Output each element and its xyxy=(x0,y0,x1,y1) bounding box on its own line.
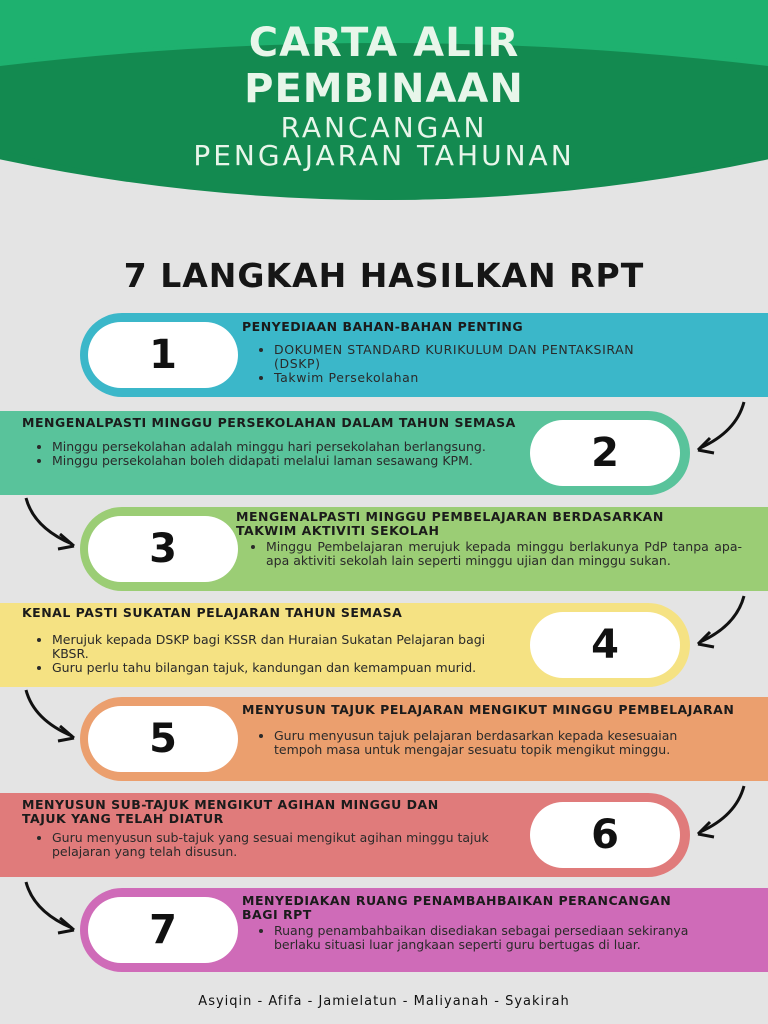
step-bullet: • Minggu persekolahan adalah minggu hari persekolahan berlangsung. xyxy=(52,440,552,454)
step-number-5: 5 xyxy=(88,706,238,772)
step-bullet: • DOKUMEN STANDARD KURIKULUM DAN PENTAKSIRAN (DSKP) xyxy=(274,343,664,371)
step-title-7: MENYEDIAKAN RUANG PENAMBAHBAIKAN PERANCANGAN BAGI RPT xyxy=(242,893,672,922)
header-banner xyxy=(0,0,768,215)
step-number-2: 2 xyxy=(530,420,680,486)
arrow-icon xyxy=(18,686,84,744)
arrow-icon xyxy=(688,592,754,650)
step-title-4: KENAL PASTI SUKATAN PELAJARAN TAHUN SEMASA xyxy=(22,605,403,620)
step-bullets-2 xyxy=(36,440,552,468)
step-title-3: MENGENALPASTI MINGGU PEMBELAJARAN BERDASARKAN TAKWIM AKTIVITI SEKOLAH xyxy=(236,509,664,538)
header-subtitle-line-2: PENGAJARAN TAHUNAN xyxy=(193,139,575,172)
step-number-6: 6 xyxy=(530,802,680,868)
header-title-line-2: PEMBINAAN xyxy=(244,66,524,112)
main-heading: 7 LANGKAH HASILKAN RPT xyxy=(123,256,645,295)
step-title-1: PENYEDIAAN BAHAN-BAHAN PENTING xyxy=(242,319,524,334)
step-bullets-1 xyxy=(258,343,664,385)
step-bullets-5 xyxy=(258,729,714,757)
step-number-4: 4 xyxy=(530,612,680,678)
step-title-6: MENYUSUN SUB-TAJUK MENGIKUT AGIHAN MINGGU DAN TAJUK YANG TELAH DIATUR xyxy=(22,797,439,826)
step-number-7: 7 xyxy=(88,897,238,963)
arrow-icon xyxy=(688,398,754,456)
step-bullet: • Minggu Pembelajaran merujuk kepada minggu berlakunya PdP tanpa apa-apa aktiviti sekolah lain seperti minggu ujian dan minggu sukan. xyxy=(266,540,742,568)
arrow-icon xyxy=(18,494,84,552)
arrow-icon xyxy=(18,878,84,936)
header-subtitle-line-1: RANCANGAN xyxy=(280,111,488,144)
step-bullet: • Takwim Persekolahan xyxy=(274,371,664,385)
header-title-line-1: CARTA ALIR xyxy=(248,20,520,66)
step-title-2: MENGENALPASTI MINGGU PERSEKOLAHAN DALAM TAHUN SEMASA xyxy=(22,415,516,430)
step-bullets-7 xyxy=(258,924,724,952)
step-bullet: • Merujuk kepada DSKP bagi KSSR dan Huraian Sukatan Pelajaran bagi KBSR. xyxy=(52,633,522,661)
step-bullet: • Minggu persekolahan boleh didapati melalui laman sesawang KPM. xyxy=(52,454,552,468)
step-number-3: 3 xyxy=(88,516,238,582)
footer-authors: Asyiqin - Afifa - Jamielatun - Maliyanah - Syakirah xyxy=(198,994,570,1009)
arrow-icon xyxy=(688,782,754,840)
step-number-1: 1 xyxy=(88,322,238,388)
step-bullet: • Guru menyusun sub-tajuk yang sesuai mengikut agihan minggu tajuk pelajaran yang telah disusun. xyxy=(52,831,532,859)
step-title-5: MENYUSUN TAJUK PELAJARAN MENGIKUT MINGGU PEMBELAJARAN xyxy=(242,702,735,717)
step-bullets-6 xyxy=(36,831,532,859)
step-bullet: • Ruang penambahbaikan disediakan sebagai persediaan sekiranya berlaku situasi luar jangkaan seperti guru bertugas di luar. xyxy=(274,924,724,952)
step-bullet: • Guru menyusun tajuk pelajaran berdasarkan kepada kesesuaian tempoh masa untuk mengajar sesuatu topik mengikut minggu. xyxy=(274,729,714,757)
step-bullets-4 xyxy=(36,633,522,675)
step-bullet: • Guru perlu tahu bilangan tajuk, kandungan dan kemampuan murid. xyxy=(52,661,522,675)
step-bullets-3 xyxy=(250,540,742,568)
